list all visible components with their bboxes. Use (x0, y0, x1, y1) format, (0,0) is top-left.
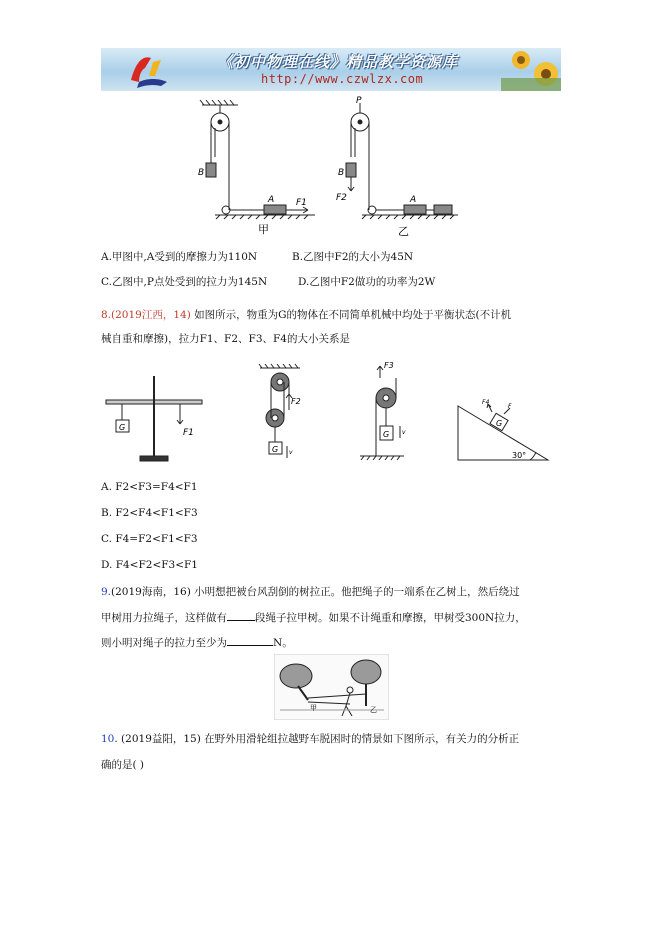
q9-line3-part1: 则小明对绳子的拉力至少为 (101, 637, 227, 649)
q8-fig1-G: G (119, 423, 126, 432)
q8-number: 8. (101, 309, 112, 321)
banner-title: 《初中物理在线》精品教学资源库 (218, 53, 459, 71)
q10-line1 (101, 732, 519, 746)
q8-fig2-v: v (289, 449, 293, 456)
q8-stem-line1 (101, 308, 511, 322)
q7-label-A-yi: A (410, 195, 417, 205)
q8-fig4-angle: 30° (512, 451, 527, 460)
header-banner (101, 48, 561, 91)
q7-label-B-yi: B (338, 168, 345, 178)
q9-line1-text: (2019海南，16) 小明想把被台风刮倒的树拉正。他把绳子的一端系在乙树上，然后绕过 (111, 586, 520, 598)
q10-number: 10 (101, 733, 115, 745)
q8-fig4-incline (458, 404, 548, 460)
q9-label-jia: 甲 (310, 704, 317, 712)
q9-line2-part2: 段绳子拉甲树。如果不计绳重和摩擦，甲树受300N拉力， (255, 612, 526, 624)
q8-fig1-lever (106, 376, 202, 461)
q8-figures (100, 360, 560, 470)
q8-fig4-F: F (508, 403, 512, 410)
q8-stem-text1: 如图所示，物重为G的物体在不同简单机械中均处于平衡状态(不计机 (194, 309, 512, 321)
q7-label-A-jia: A (268, 195, 275, 205)
q8-option-d: D. F4<F2<F3<F1 (101, 559, 198, 571)
q9-label-yi: 乙 (370, 706, 377, 714)
q8-stem-line2: 械自重和摩擦)，拉力F1、F2、F3、F4的大小关系是 (101, 333, 350, 345)
q7-caption-yi: 乙 (398, 225, 409, 238)
q7-label-F2: F2 (336, 193, 347, 203)
q8-option-c: C. F4=F2<F1<F3 (101, 533, 198, 545)
q7-option-d: D.乙图中F2做功的功率为2W (298, 276, 436, 288)
q8-option-b: B. F2<F4<F1<F3 (101, 507, 198, 519)
q8-fig4-G: G (496, 419, 503, 428)
q9-line2 (101, 610, 526, 625)
q8-fig2-G: G (272, 445, 279, 454)
q9-line1 (101, 585, 520, 599)
q7-option-a: A.甲图中,A受到的摩擦力为110N (101, 251, 258, 263)
q8-option-a: A. F2<F3=F4<F1 (101, 481, 198, 493)
q7-label-P: P (356, 96, 362, 106)
q7-figure (190, 95, 460, 240)
banner-url: http://www.czwlzx.com (261, 72, 424, 86)
q7-figure-yi (346, 103, 458, 219)
q8-source: (2019江西，14) (111, 309, 191, 321)
q7-label-F1: F1 (296, 198, 307, 208)
q8-fig4-F4: F4 (482, 399, 490, 406)
q9-blank-2[interactable] (227, 635, 273, 646)
q8-fig2-F2: F2 (291, 397, 301, 406)
q7-option-c: C.乙图中,P点处受到的拉力为145N (101, 276, 268, 288)
q10-line1-text: . (2019益阳，15) 在野外用滑轮组拉越野车脱困时的情景如下图所示，有关力的分析正 (114, 733, 520, 745)
q8-fig3-F3: F3 (384, 361, 394, 370)
q8-fig1-F1: F1 (183, 428, 194, 438)
q9-figure (274, 654, 389, 720)
q10-line2: 确的是( ) (101, 759, 145, 771)
q7-caption-jia: 甲 (258, 223, 269, 236)
q8-fig2-pulleys (259, 364, 300, 458)
q7-option-b: B.乙图中F2的大小为45N (292, 251, 414, 263)
q7-label-B-jia: B (198, 168, 205, 178)
q9-number: 9. (101, 586, 112, 598)
q9-blank-1[interactable] (227, 610, 255, 621)
q8-fig3-pulley (360, 366, 404, 460)
q8-fig3-v: v (402, 429, 406, 436)
q9-line3 (101, 635, 293, 650)
q8-fig3-G: G (383, 430, 390, 439)
q9-line2-part1: 甲树用力拉绳子，这样做有 (101, 612, 227, 624)
q9-line3-part2: N。 (273, 637, 293, 649)
